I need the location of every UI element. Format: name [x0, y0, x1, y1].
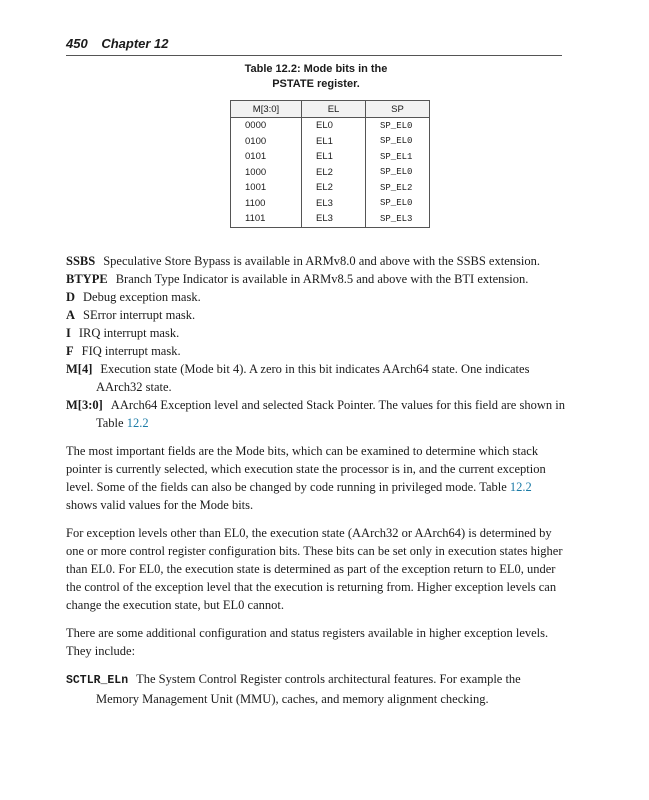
cell-m: 1000 — [231, 165, 302, 181]
definition-term: M[4] — [66, 362, 93, 376]
running-header — [66, 36, 566, 56]
cell-sp: SP_EL0 — [366, 134, 430, 150]
cell-m: 1001 — [231, 180, 302, 196]
definition-m4 — [66, 360, 566, 396]
definition-term: SCTLR_ELn — [66, 674, 129, 687]
definition-term: D — [66, 290, 76, 304]
cell-m: 1100 — [231, 196, 302, 212]
cell-sp: SP_EL0 — [366, 118, 430, 134]
page-number: 450 — [66, 36, 88, 51]
definition-btype — [66, 270, 566, 288]
table-row — [231, 134, 430, 150]
definition-a — [66, 306, 566, 324]
definition-text: Branch Type Indicator is available in ARMv8.5 and above with the BTI extension. — [115, 272, 529, 286]
cell-sp: SP_EL2 — [366, 180, 430, 196]
definition-text: AArch64 Exception level and selected Stack Pointer. The values for this field are shown in Table — [96, 398, 565, 430]
definition-text: Speculative Store Bypass is available in ARMv8.0 and above with the SSBS extension. — [103, 254, 540, 268]
definition-term: BTYPE — [66, 272, 108, 286]
definition-term: SSBS — [66, 254, 96, 268]
definition-text: FIQ interrupt mask. — [81, 344, 181, 358]
cell-el: EL1 — [302, 149, 366, 165]
table-caption-line1: Table 12.2: Mode bits in the — [244, 63, 388, 75]
cell-el: EL3 — [302, 211, 366, 227]
table-header-el: EL — [302, 101, 366, 118]
table-reference-link[interactable]: 12.2 — [126, 416, 149, 430]
cell-sp: SP_EL0 — [366, 196, 430, 212]
body-text — [66, 252, 566, 708]
paragraph-text: shows valid values for the Mode bits. — [66, 498, 254, 512]
paragraph-text: The most important fields are the Mode bits, which can be examined to determine which stack pointer is currently selected, which execution state the processor is in, and the current exception level. Some of the fields can also be changed by code running in privileged mode. Table — [66, 444, 546, 494]
cell-el: EL2 — [302, 165, 366, 181]
paragraph-execution-state: For exception levels other than EL0, the execution state (AArch32 or AArch64) is determined by one or more control register configuration bits. These bits can be set only in execution states higher than EL0. For EL0, the execution state is determined as part of the exception return to EL0, under the control of the exception level that the execution is returning from. Higher exception levels can change the execution state, but EL0 cannot. — [66, 526, 563, 612]
cell-m: 0000 — [231, 118, 302, 134]
table-caption — [228, 62, 404, 92]
cell-m: 0101 — [231, 149, 302, 165]
table-row — [231, 211, 430, 227]
definition-ssbs — [66, 252, 566, 270]
definition-d — [66, 288, 566, 306]
cell-el: EL1 — [302, 134, 366, 150]
table-row — [231, 165, 430, 181]
definition-i — [66, 324, 566, 342]
table-caption-line2: PSTATE register. — [272, 78, 360, 90]
table-row — [231, 118, 430, 134]
cell-el: EL2 — [302, 180, 366, 196]
definition-m3-0 — [66, 396, 566, 432]
cell-m: 1101 — [231, 211, 302, 227]
definition-term: I — [66, 326, 71, 340]
table-header-sp: SP — [366, 101, 430, 118]
table-reference-link[interactable]: 12.2 — [509, 480, 532, 494]
definition-term: F — [66, 344, 74, 358]
definition-sctlr — [66, 670, 566, 708]
table-row — [231, 180, 430, 196]
cell-sp: SP_EL0 — [366, 165, 430, 181]
cell-sp: SP_EL3 — [366, 211, 430, 227]
chapter-title: Chapter 12 — [101, 36, 169, 51]
paragraph-additional-registers: There are some additional configuration and status registers available in higher exception levels. They include: — [66, 626, 549, 658]
paragraph-mode-bits — [66, 442, 566, 514]
table-header-m: M[3:0] — [231, 101, 302, 118]
definition-text: Execution state (Mode bit 4). A zero in this bit indicates AArch64 state. One indicates AArch32 state. — [96, 362, 530, 394]
header-rule — [66, 55, 562, 56]
cell-m: 0100 — [231, 134, 302, 150]
definition-f — [66, 342, 566, 360]
cell-el: EL0 — [302, 118, 366, 134]
cell-el: EL3 — [302, 196, 366, 212]
mode-bits-table — [230, 100, 430, 228]
definition-text: The System Control Register controls architectural features. For example the Memory Management Unit (MMU), caches, and memory alignment checking. — [96, 672, 521, 706]
definition-text: SError interrupt mask. — [83, 308, 196, 322]
table-row — [231, 196, 430, 212]
table-row — [231, 149, 430, 165]
definition-text: IRQ interrupt mask. — [78, 326, 180, 340]
cell-sp: SP_EL1 — [366, 149, 430, 165]
definition-text: Debug exception mask. — [83, 290, 201, 304]
definition-term: M[3:0] — [66, 398, 103, 412]
definition-term: A — [66, 308, 76, 322]
